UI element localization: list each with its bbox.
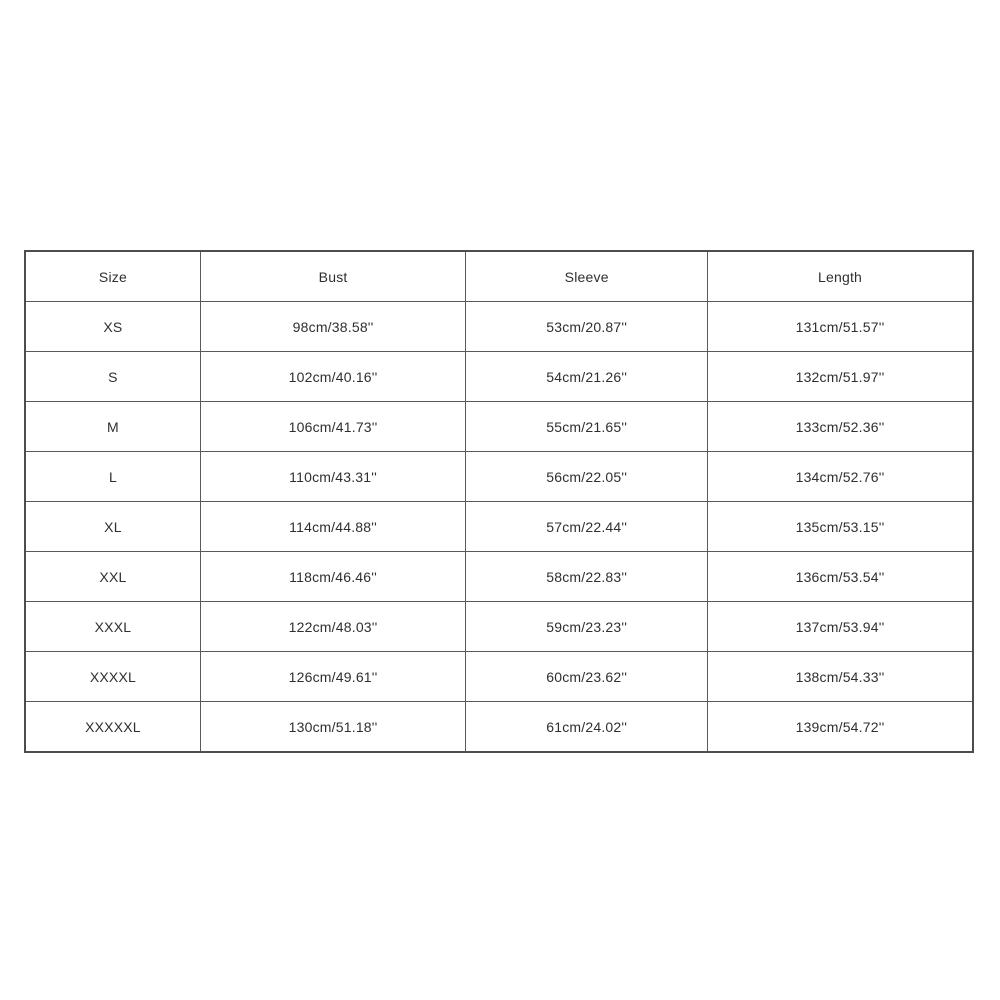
size-chart-header — [25, 251, 973, 302]
size-chart-body — [25, 302, 973, 753]
size-cell: XXL — [25, 552, 200, 602]
measurement-cell: 110cm/43.31'' — [200, 452, 465, 502]
measurement-cell: 134cm/52.76'' — [708, 452, 973, 502]
measurement-cell: 132cm/51.97'' — [708, 352, 973, 402]
measurement-cell: 58cm/22.83'' — [466, 552, 708, 602]
measurement-cell: 131cm/51.57'' — [708, 302, 973, 352]
measurement-cell: 133cm/52.36'' — [708, 402, 973, 452]
column-header-size: Size — [25, 251, 200, 302]
column-header-sleeve: Sleeve — [466, 251, 708, 302]
measurement-cell: 126cm/49.61'' — [200, 652, 465, 702]
table-row — [25, 702, 973, 753]
measurement-cell: 122cm/48.03'' — [200, 602, 465, 652]
size-cell: XXXXXL — [25, 702, 200, 753]
table-row — [25, 502, 973, 552]
table-row — [25, 452, 973, 502]
measurement-cell: 106cm/41.73'' — [200, 402, 465, 452]
measurement-cell: 139cm/54.72'' — [708, 702, 973, 753]
measurement-cell: 98cm/38.58'' — [200, 302, 465, 352]
measurement-cell: 138cm/54.33'' — [708, 652, 973, 702]
size-cell: M — [25, 402, 200, 452]
table-row — [25, 602, 973, 652]
measurement-cell: 55cm/21.65'' — [466, 402, 708, 452]
column-header-bust: Bust — [200, 251, 465, 302]
measurement-cell: 61cm/24.02'' — [466, 702, 708, 753]
header-row — [25, 251, 973, 302]
table-row — [25, 652, 973, 702]
measurement-cell: 130cm/51.18'' — [200, 702, 465, 753]
size-cell: L — [25, 452, 200, 502]
table-row — [25, 552, 973, 602]
size-cell: XXXXL — [25, 652, 200, 702]
table-row — [25, 402, 973, 452]
size-chart-table — [24, 250, 974, 753]
measurement-cell: 57cm/22.44'' — [466, 502, 708, 552]
measurement-cell: 60cm/23.62'' — [466, 652, 708, 702]
measurement-cell: 136cm/53.54'' — [708, 552, 973, 602]
column-header-length: Length — [708, 251, 973, 302]
size-cell: S — [25, 352, 200, 402]
table-row — [25, 352, 973, 402]
measurement-cell: 114cm/44.88'' — [200, 502, 465, 552]
measurement-cell: 59cm/23.23'' — [466, 602, 708, 652]
measurement-cell: 54cm/21.26'' — [466, 352, 708, 402]
measurement-cell: 53cm/20.87'' — [466, 302, 708, 352]
measurement-cell: 56cm/22.05'' — [466, 452, 708, 502]
size-cell: XS — [25, 302, 200, 352]
table-row — [25, 302, 973, 352]
measurement-cell: 135cm/53.15'' — [708, 502, 973, 552]
measurement-cell: 118cm/46.46'' — [200, 552, 465, 602]
measurement-cell: 102cm/40.16'' — [200, 352, 465, 402]
measurement-cell: 137cm/53.94'' — [708, 602, 973, 652]
size-cell: XL — [25, 502, 200, 552]
size-cell: XXXL — [25, 602, 200, 652]
